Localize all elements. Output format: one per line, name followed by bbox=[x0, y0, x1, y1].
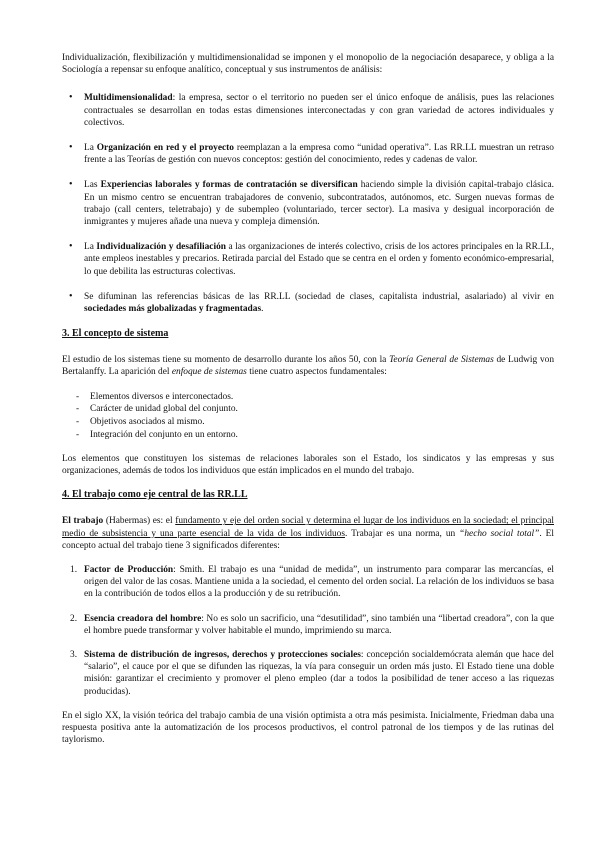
numbered-item bbox=[62, 649, 554, 698]
bullet-pre: Las bbox=[84, 180, 101, 191]
bullet-text: reemplazan a la empresa como “unidad operativa”. Las RR.LL muestran un retraso frente a las Teorías de gestión con nuevos conceptos: gestión del conocimiento, redes y cadenas de valor. bbox=[84, 143, 554, 166]
numbered-list bbox=[62, 564, 554, 698]
italic-run: Teoría General de Sistemas bbox=[389, 355, 494, 366]
text-run: de Ludwig von Bertalanffy. La aparición del bbox=[62, 355, 555, 378]
dash-list bbox=[62, 391, 554, 441]
bullet-text: : la empresa, sector o el territorio no pueden ser el único enfoque de análisis, pues las relaciones contractuales se desarrollan en todas estas dimensiones interconectadas y con gran variedad de actores individuales y colectivos. bbox=[84, 93, 554, 128]
item-number: 1. bbox=[70, 564, 78, 575]
item-text: : Smith. El trabajo es una “unidad de medida”, un instrumento para comparar las mercancías, el origen del valor de las cosas. Mantiene unida a la sociedad, el cemento del orden social. La relación de los individuos se basa en la contribución de todos ellos a la producción y de su retribución. bbox=[84, 564, 554, 600]
section-heading: 3. El concepto de sistema bbox=[62, 328, 169, 340]
bullet-text: haciendo simple la división capital-trabajo clásica. En un mismo centro se encuentran trabajadores de convenio, subcontratados, autónomos, etc. Surgen nuevas formas de trabajo (call centers, teletrabajo) y de subempleo (voluntariado, tercer sector). La masiva y desigual incorporación de inmigrantes y mujeres añade una nueva y compleja dimensión. bbox=[84, 180, 554, 228]
item-bold: Sistema de distribución de ingresos, derechos y protecciones sociales bbox=[84, 650, 361, 660]
item-bold: Factor de Producción bbox=[84, 564, 174, 575]
bullet-bold: Individualización y desafiliación bbox=[96, 242, 226, 253]
bullet-item bbox=[62, 291, 554, 315]
bullet-text: . bbox=[261, 304, 264, 315]
section4-paragraph bbox=[62, 515, 554, 552]
item-text: : concepción socialdemócrata alemán que hace del “salario”, el cauce por el que se difunden las riquezas, la vía para conseguir un orden más justo. El Estado tiene una doble misión: garantizar el crecimiento y promover el pleno empleo (dar a todos la posibilidad de tener acceso a las riquezas producidas). bbox=[84, 650, 554, 697]
text-run: . El concepto actual del trabajo tiene 3 significados diferentes: bbox=[62, 528, 554, 551]
bullet-item bbox=[62, 241, 554, 278]
bullet-bold: Experiencias laborales y formas de contratación se diversifican bbox=[100, 180, 358, 191]
bullet-list bbox=[62, 92, 554, 315]
intro-paragraph: Individualización, flexibilización y multidimensionalidad se imponen y el monopolio de la negociación desaparece, y obliga a la Sociología a repensar su enfoque analítico, conceptual y sus instrumentos de análisis: bbox=[62, 53, 554, 76]
section-heading: 4. El trabajo como eje central de las RR.LL bbox=[62, 489, 248, 501]
numbered-item bbox=[62, 613, 554, 637]
text-run: tiene cuatro aspectos fundamentales: bbox=[246, 367, 387, 378]
bullet-item bbox=[62, 179, 554, 228]
dash-item: - Objetivos asociados al mismo. bbox=[62, 416, 554, 428]
item-number: 3. bbox=[70, 650, 78, 660]
bullet-bold: sociedades más globalizadas y fragmentadas bbox=[84, 304, 262, 315]
bullet-item bbox=[62, 92, 554, 129]
dash-item: - Elementos diversos e interconectados. bbox=[62, 391, 554, 403]
italic-run: “hecho social total” bbox=[459, 528, 540, 539]
text-run: El estudio de los sistemas tiene su momento de desarrollo durante los años 50, con la bbox=[62, 355, 390, 366]
bullet-item bbox=[62, 142, 554, 166]
italic-run: enfoque de sistemas bbox=[171, 367, 247, 378]
text-run: (Habermas) es: el bbox=[103, 516, 176, 527]
item-number: 2. bbox=[70, 613, 78, 624]
bullet-text: a las organizaciones de interés colectivo, crisis de los actores principales en la RR.LL, ante empleos inestables y precarios. Retirada parcial del Estado que se centra en el orden y fomento económico-empresarial, lo que debilita las estructuras colectivas. bbox=[84, 242, 555, 277]
section4-paragraph-2: En el siglo XX, la visión teórica del trabajo cambia de una visión optimista a otra más pesimista. Inicialmente, Friedman daba una respuesta positiva ante la automatización de los procesos productivos, el control patronal de los tiempos y de las rutinas del taylorismo. bbox=[62, 710, 554, 746]
dash-item: - Carácter de unidad global del conjunto. bbox=[62, 403, 554, 415]
bullet-pre: La bbox=[84, 242, 97, 253]
underlined-run: fundamento y eje del orden social y determina el lugar de los individuos en la sociedad; el principal medio de subsistencia y una parte esencial de la vida de los individuos bbox=[62, 516, 554, 539]
section3-paragraph bbox=[62, 354, 554, 378]
section3-paragraph-2: Los elementos que constituyen los sistemas de relaciones laborales son el Estado, los sindicatos y las empresas y sus organizaciones, además de todos los individuos que están implicados en el mundo del trabajo. bbox=[62, 453, 554, 477]
text-run: . Trabajar es una norma, un bbox=[344, 528, 460, 539]
bullet-bold: Multidimensionalidad bbox=[84, 93, 173, 104]
item-bold: Esencia creadora del hombre bbox=[84, 613, 202, 624]
bullet-pre: Se difuminan las referencias básicas de las RR.LL (sociedad de clases, capitalista industrial, asalariado) al vivir en bbox=[84, 291, 554, 302]
bold-run: El trabajo bbox=[62, 516, 104, 527]
item-text: : No es solo un sacrificio, una “desutilidad”, sino también una “libertad creadora”, con la que el hombre puede transformar y volver habitable el mundo, imprimiendo su marca. bbox=[84, 613, 554, 636]
document-body bbox=[62, 52, 554, 758]
bullet-bold: Organización en red y el proyecto bbox=[96, 143, 234, 154]
numbered-item bbox=[62, 564, 554, 601]
dash-item: - Integración del conjunto en un entorno. bbox=[62, 429, 554, 441]
bullet-pre: La bbox=[84, 143, 97, 154]
